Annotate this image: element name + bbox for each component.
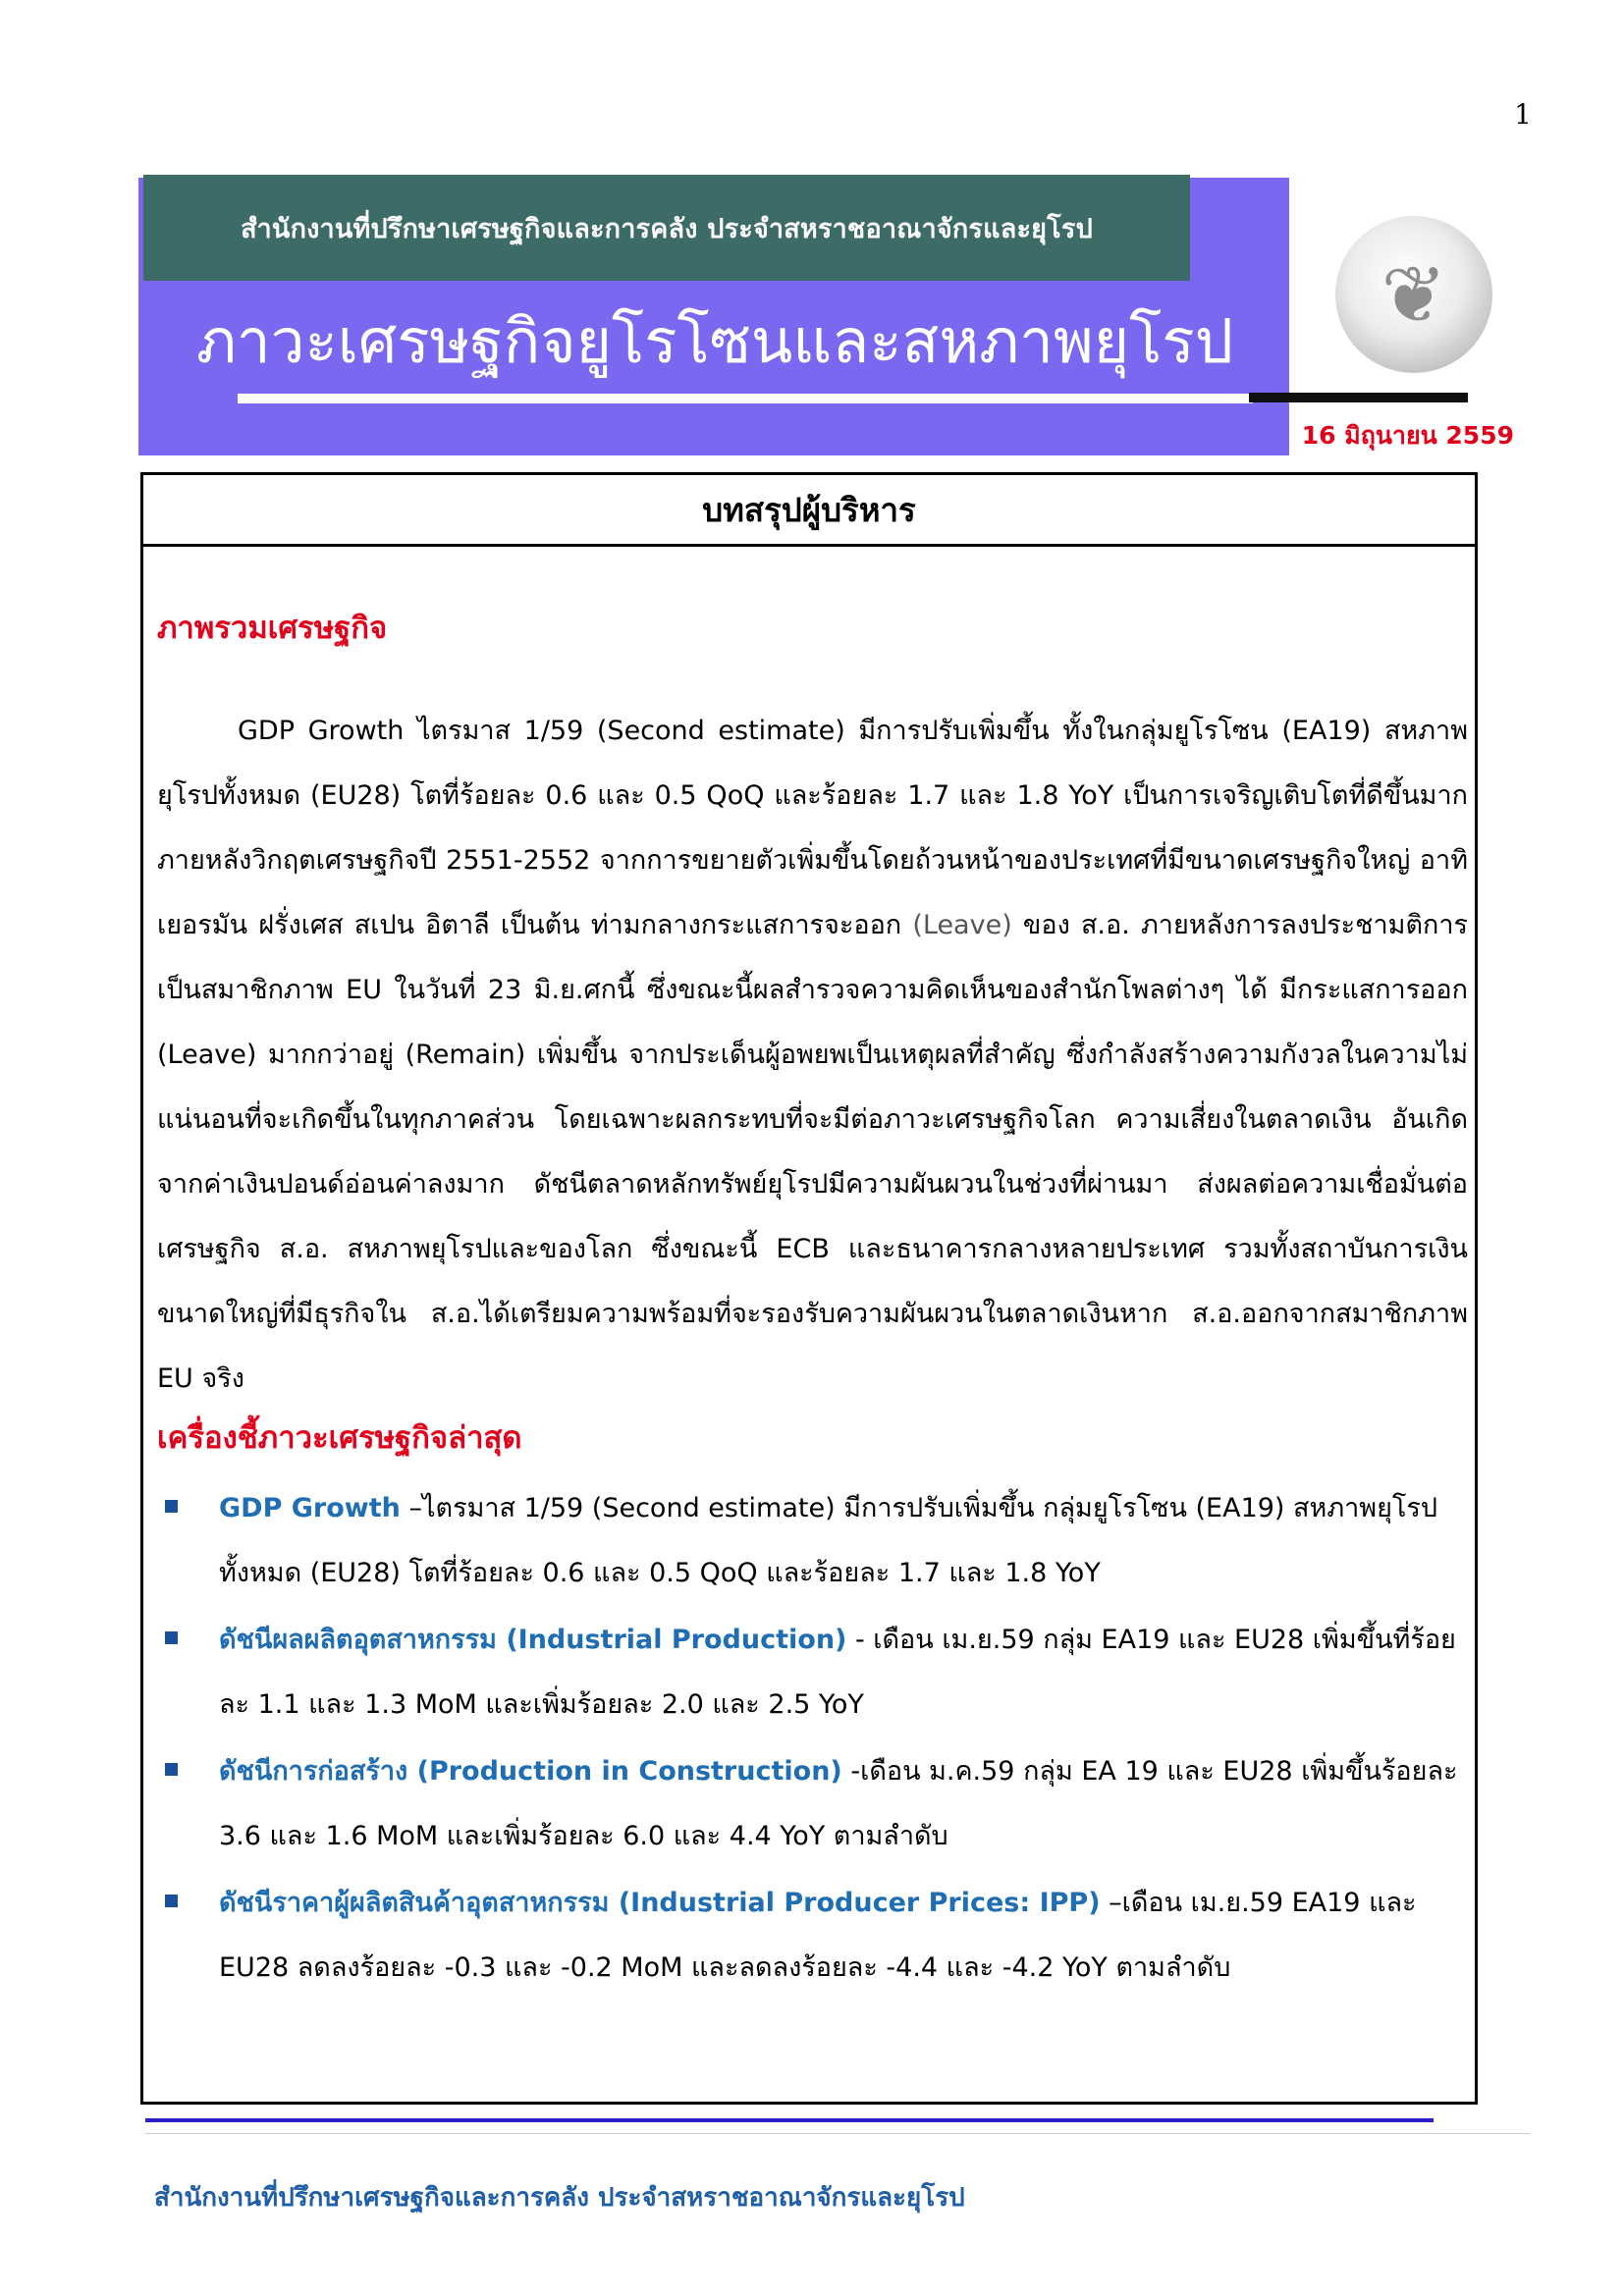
indicator-item-producer-prices [157, 1871, 1468, 2001]
overview-text-part1: GDP Growth ไตรมาส 1/59 (Second estimate) มีการปรับเพิ่มขึ้น ทั้งในกลุ่มยูโรโซน (EA19) สหภาพยุโรปทั้งหมด (EU28) โตที่ร้อยละ 0.6 และ 0.5 QoQ และร้อยละ 1.7 และ 1.8 YoY เป็นการเจริญเติบโตที่ดีขึ้นมากภายหลังวิกฤตเศรษฐกิจปี 2551-2552 จากการขยายตัวเพิ่มขึ้นโดยถ้วนหน้าของประเทศที่มีขนาดเศรษฐกิจใหญ่ อาทิ เยอรมัน ฝรั่งเศส สเปน อิตาลี เป็นต้น ท่ามกลางกระแสการจะออก [157, 716, 1468, 940]
indicator-text: -เดือน ม.ค.59 กลุ่ม EA 19 และ EU28 เพิ่มขึ้นร้อยละ 3.6 และ 1.6 MoM และเพิ่มร้อยละ 6.0 และ 4.4 YoY ตามลำดับ [219, 1756, 1458, 1851]
title-underline [238, 394, 1253, 403]
executive-summary-box [140, 472, 1478, 2105]
indicator-item-gdp-growth [157, 1476, 1468, 1606]
overview-leave-term: (Leave) [912, 910, 1012, 940]
footer-divider-thin [145, 2133, 1530, 2134]
indicators-heading: เครื่องชี้ภาวะเศรษฐกิจล่าสุด [157, 1420, 522, 1456]
report-title: ภาวะเศรษฐกิจยูโรโซนและสหภาพยุโรป [196, 305, 1234, 377]
indicator-text: - เดือน เม.ย.59 กลุ่ม EA19 และ EU28 เพิ่มขึ้นที่ร้อยละ 1.1 และ 1.3 MoM และเพิ่มร้อยละ 2.0 และ 2.5 YoY [219, 1625, 1456, 1720]
square-bullet-icon [165, 1895, 178, 1907]
square-bullet-icon [165, 1763, 178, 1776]
indicator-name: ดัชนีผลผลิตอุตสาหกรรม (Industrial Production) [219, 1625, 847, 1655]
square-bullet-icon [165, 1631, 178, 1644]
footer-office-name: สำนักงานที่ปรึกษาเศรษฐกิจและการคลัง ประจำสหราชอาณาจักรและยุโรป [154, 2183, 965, 2213]
indicator-item-construction [157, 1739, 1468, 1869]
indicator-name: GDP Growth [219, 1493, 401, 1523]
indicator-item-industrial-production [157, 1608, 1468, 1737]
indicator-list [157, 1476, 1468, 2002]
indicator-name: ดัชนีราคาผู้ผลิตสินค้าอุตสาหกรรม (Industrial Producer Prices: IPP) [219, 1888, 1101, 1918]
summary-heading: บทสรุปผู้บริหาร [143, 475, 1475, 547]
overview-heading: ภาพรวมเศรษฐกิจ [157, 611, 388, 646]
footer-divider [145, 2118, 1434, 2122]
garuda-emblem-icon: ❦ [1335, 216, 1492, 373]
indicator-text: –เดือน เม.ย.59 EA19 และ EU28 ลดลงร้อยละ -0.3 และ -0.2 MoM และลดลงร้อยละ -4.4 และ -4.2 YoY ตามลำดับ [219, 1888, 1417, 1983]
office-name-bar: สำนักงานที่ปรึกษาเศรษฐกิจและการคลัง ประจำสหราชอาณาจักรและยุโรป [143, 175, 1190, 281]
overview-paragraph [157, 699, 1468, 1412]
square-bullet-icon [165, 1500, 178, 1513]
issue-date: 16 มิถุนายน 2559 [1301, 421, 1514, 450]
indicator-name: ดัชนีการก่อสร้าง (Production in Construction) [219, 1756, 842, 1787]
title-underline-accent [1249, 393, 1468, 402]
indicator-text: –ไตรมาส 1/59 (Second estimate) มีการปรับเพิ่มขึ้น กลุ่มยูโรโซน (EA19) สหภาพยุโรปทั้งหมด (EU28) โตที่ร้อยละ 0.6 และ 0.5 QoQ และร้อยละ 1.7 และ 1.8 YoY [219, 1493, 1438, 1588]
page-number: 1 [1514, 98, 1532, 131]
overview-text-part2: ของ ส.อ. ภายหลังการลงประชามติการเป็นสมาชิกภาพ EU ในวันที่ 23 มิ.ย.ศกนี้ ซึ่งขณะนี้ผลสำรวจความคิดเห็นของสำนักโพลต่างๆ ได้ มีกระแสการออก (Leave) มากกว่าอยู่ (Remain) เพิ่มขึ้น จากประเด็นผู้อพยพเป็นเหตุผลที่สำคัญ ซึ่งกำลังสร้างความกังวลในความไม่แน่นอนที่จะเกิดขึ้นในทุกภาคส่วน โดยเฉพาะผลกระทบที่จะมีต่อภาวะเศรษฐกิจโลก ความเสี่ยงในตลาดเงิน อันเกิดจากค่าเงินปอนด์อ่อนค่าลงมาก ดัชนีตลาดหลักทรัพย์ยุโรปมีความผันผวนในช่วงที่ผ่านมา ส่งผลต่อความเชื่อมั่นต่อเศรษฐกิจ ส.อ. สหภาพยุโรปและของโลก ซึ่งขณะนี้ ECB และธนาคารกลางหลายประเทศ รวมทั้งสถาบันการเงินขนาดใหญ่ที่มีธุรกิจใน ส.อ.ได้เตรียมความพร้อมที่จะรองรับความผันผวนในตลาดเงินหาก ส.อ.ออกจากสมาชิกภาพ EU จริง [157, 910, 1469, 1394]
